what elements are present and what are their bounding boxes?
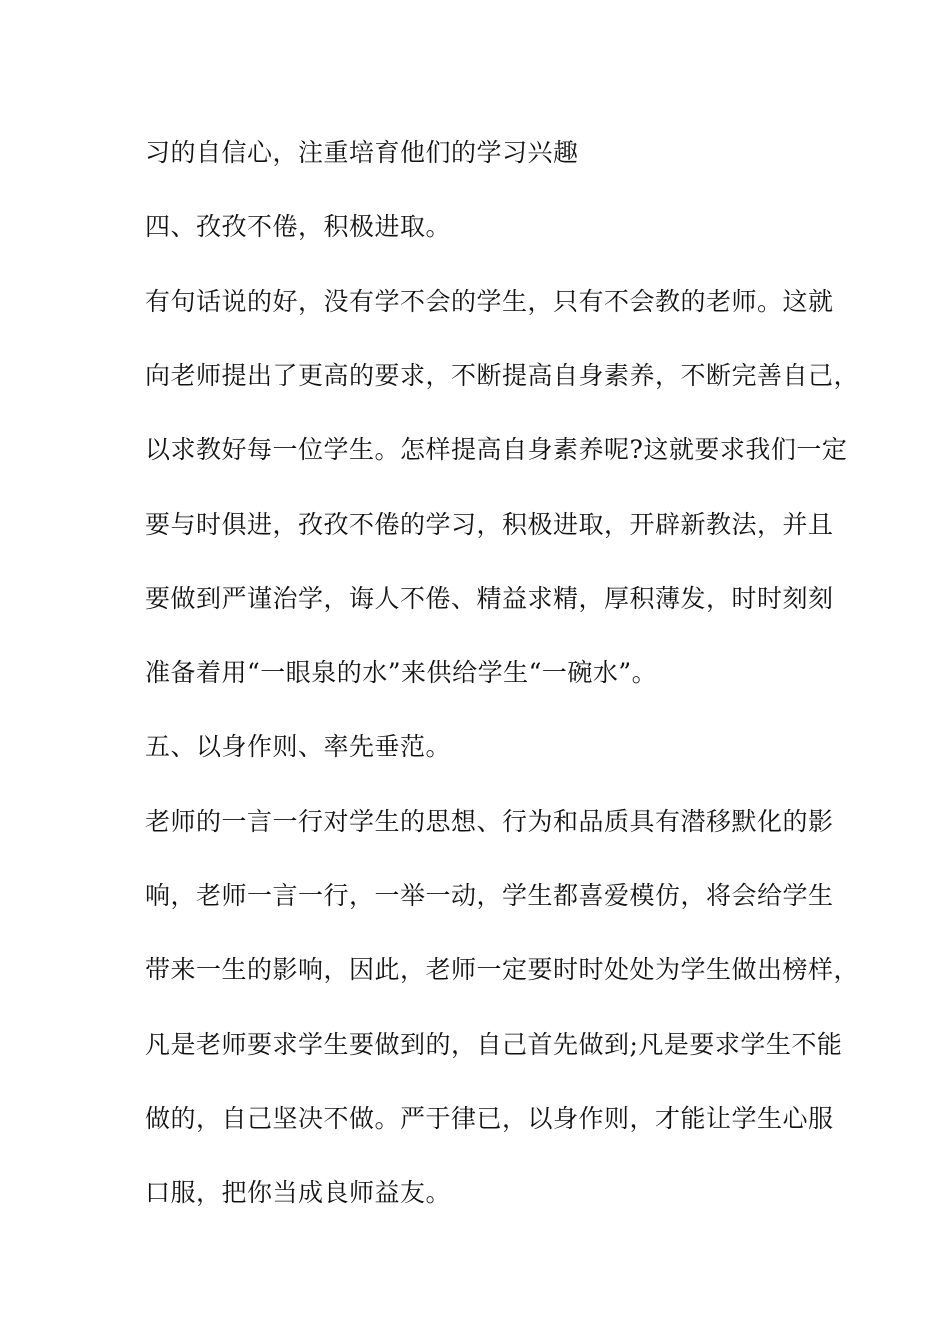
paragraph-line: 有句话说的好，没有学不会的学生，只有不会教的老师。这就: [145, 287, 834, 316]
paragraph-line: 口服，把你当成良师益友。: [145, 1178, 452, 1207]
paragraph-line: 要做到严谨治学，诲人不倦、精益求精，厚积薄发，时时刻刻: [145, 584, 834, 613]
section-heading-five: 五、以身作则、率先垂范。: [145, 732, 452, 761]
paragraph-line: 带来一生的影响，因此，老师一定要时时处处为学生做出榜样，: [145, 955, 860, 984]
paragraph-line: 老师的一言一行对学生的思想、行为和品质具有潜移默化的影: [145, 807, 834, 836]
paragraph-line: 以求教好每一位学生。怎样提高自身素养呢?这就要求我们一定: [145, 435, 848, 464]
paragraph-line: 凡是老师要求学生要做到的，自己首先做到;凡是要求学生不能: [145, 1030, 843, 1059]
paragraph-line: 要与时俱进，孜孜不倦的学习，积极进取，开辟新教法，并且: [145, 510, 834, 539]
paragraph-line: 响，老师一言一行，一举一动，学生都喜爱模仿，将会给学生: [145, 881, 834, 910]
paragraph-line: 做的，自己坚决不做。严于律已，以身作则，才能让学生心服: [145, 1104, 834, 1133]
paragraph-line: 向老师提出了更高的要求，不断提高自身素养，不断完善自己，: [145, 361, 860, 390]
paragraph-line: 习的自信心，注重培育他们的学习兴趣: [145, 138, 579, 167]
paragraph-line: 准备着用“一眼泉的水”来供给学生“一碗水”。: [145, 658, 658, 687]
section-heading-four: 四、孜孜不倦，积极进取。: [145, 212, 452, 241]
